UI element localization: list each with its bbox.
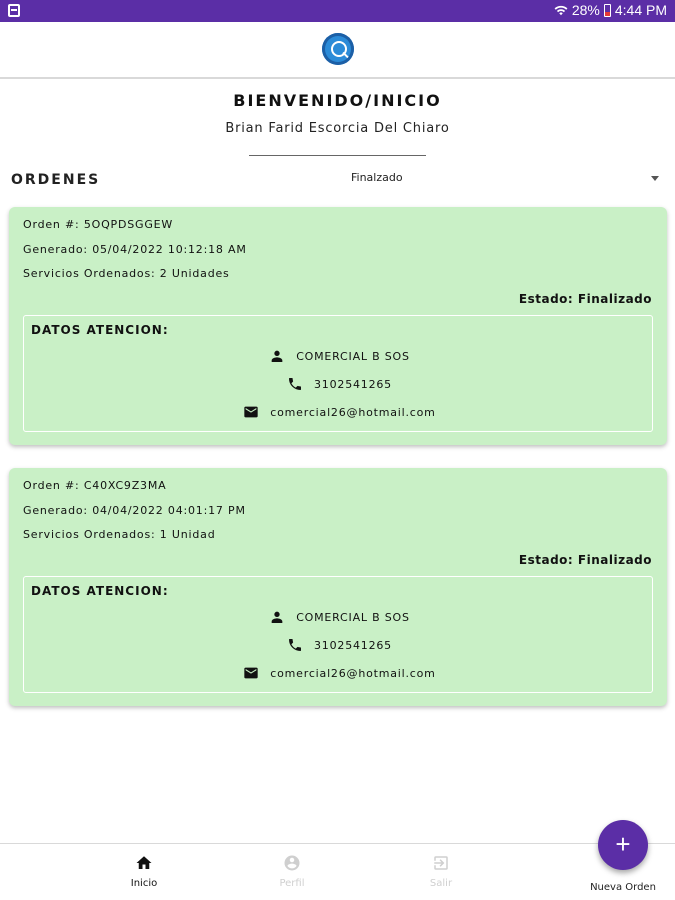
nav-label: Salir	[429, 878, 453, 889]
person-icon	[268, 609, 286, 625]
email-icon	[242, 404, 260, 420]
wifi-icon	[554, 3, 568, 17]
status-right	[554, 2, 667, 18]
divider	[249, 155, 426, 156]
nav-item-salir[interactable]	[401, 854, 481, 889]
bottom-navigation	[0, 843, 675, 900]
contact-name: COMERCIAL B SOS	[296, 610, 410, 624]
order-services: Servicios Ordenados: 1 Unidad	[23, 528, 216, 541]
new-order-button[interactable]: +	[598, 820, 648, 870]
status-filter-dropdown[interactable]	[300, 169, 665, 191]
phone-icon	[286, 376, 304, 392]
contact-email: comercial26@hotmail.com	[270, 405, 436, 419]
order-status: Estado: Finalizado	[518, 292, 652, 306]
order-card[interactable]	[9, 207, 667, 445]
notification-icon	[8, 4, 20, 17]
search-logo-icon	[322, 33, 354, 65]
email-icon	[242, 665, 260, 681]
order-generated: Generado: 04/04/2022 04:01:17 PM	[23, 504, 246, 517]
dropdown-arrow-icon	[651, 176, 659, 181]
clock: 4:44 PM	[614, 2, 667, 18]
contact-phone: 3102541265	[314, 377, 392, 391]
attention-title: DATOS ATENCION:	[31, 323, 169, 337]
phone-row	[24, 376, 654, 392]
contact-name-row	[24, 609, 654, 625]
orders-label: ORDENES	[11, 172, 101, 188]
nav-label: Inicio	[130, 878, 158, 889]
order-services: Servicios Ordenados: 2 Unidades	[23, 267, 230, 280]
phone-row	[24, 637, 654, 653]
contact-name-row	[24, 348, 654, 364]
attention-title: DATOS ATENCION:	[31, 584, 169, 598]
nav-label: Perfil	[279, 878, 305, 889]
order-number: Orden #: C40XC9Z3MA	[23, 479, 167, 492]
filter-selected-value: Finalzado	[351, 171, 403, 184]
page-title: BIENVENIDO/INICIO	[233, 91, 442, 110]
attention-box	[23, 315, 653, 432]
nav-item-perfil[interactable]	[252, 854, 332, 889]
contact-phone: 3102541265	[314, 638, 392, 652]
battery-percent: 28%	[571, 2, 600, 18]
email-row	[24, 665, 654, 681]
home-icon	[135, 854, 153, 872]
person-icon	[268, 348, 286, 364]
new-order-label: Nueva Orden	[590, 882, 656, 893]
exit-icon	[432, 854, 450, 872]
order-status: Estado: Finalizado	[518, 553, 652, 567]
user-name: Brian Farid Escorcia Del Chiaro	[225, 121, 450, 136]
nav-item-inicio[interactable]	[104, 854, 184, 889]
profile-icon	[283, 854, 301, 872]
email-row	[24, 404, 654, 420]
order-number: Orden #: 5OQPDSGGEW	[23, 218, 174, 231]
order-generated: Generado: 05/04/2022 10:12:18 AM	[23, 243, 247, 256]
contact-email: comercial26@hotmail.com	[270, 666, 436, 680]
contact-name: COMERCIAL B SOS	[296, 349, 410, 363]
app-bar	[0, 22, 675, 79]
battery-icon	[604, 4, 611, 17]
order-card[interactable]	[9, 468, 667, 706]
attention-box	[23, 576, 653, 693]
phone-icon	[286, 637, 304, 653]
status-bar	[0, 0, 675, 22]
